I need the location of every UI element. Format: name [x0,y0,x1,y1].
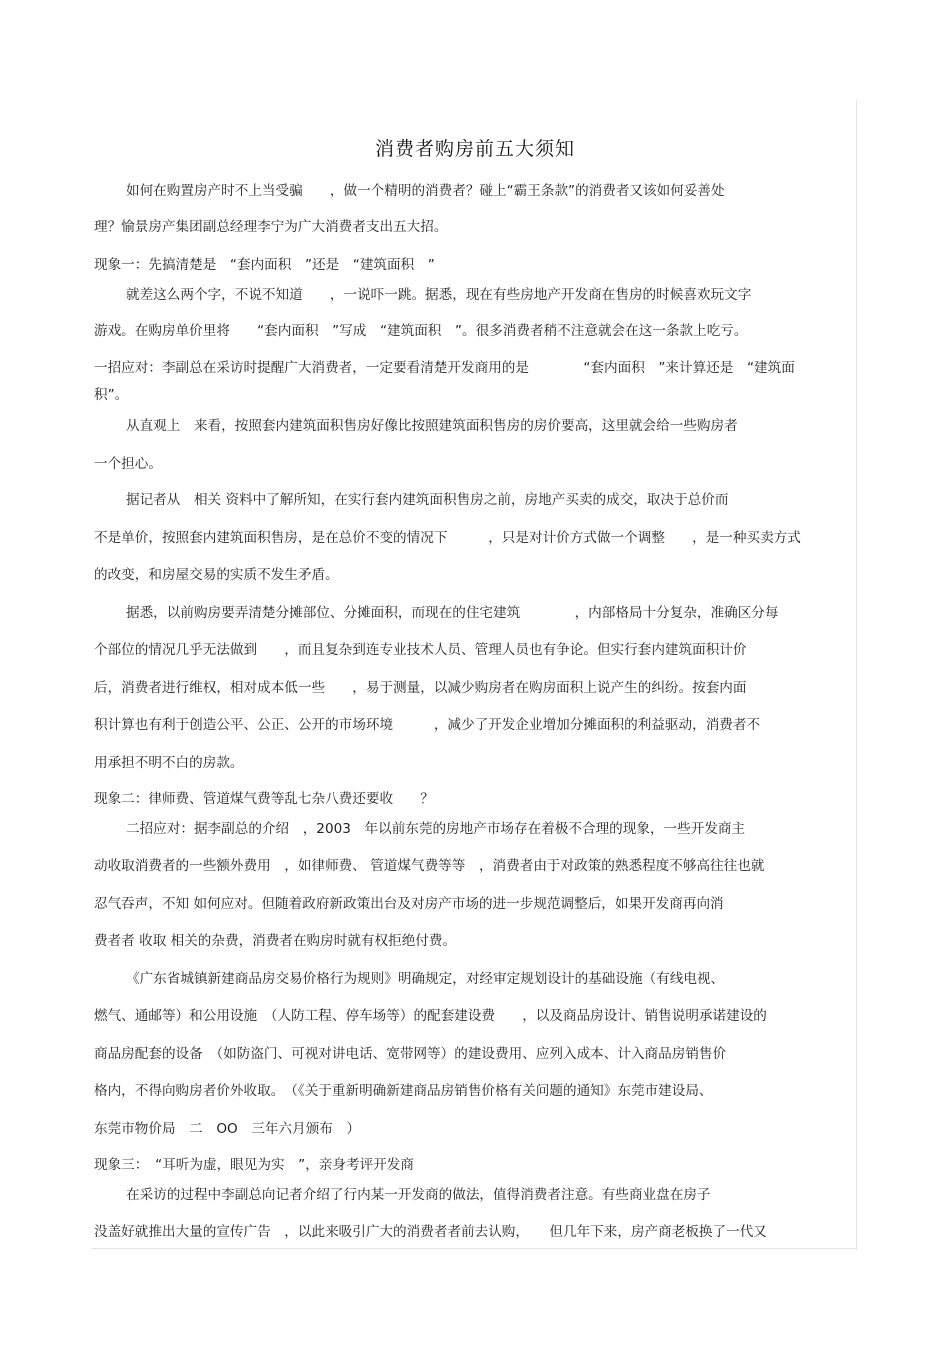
paragraph-line: 东莞市物价局 二 OO 三年六月颁布 ） [94,1121,361,1137]
paragraph-line: 燃气、通邮等）和公用设施 （人防工程、停车场等）的配套建设费 ，以及商品房设计、销售说明承诺建设的 [94,1008,767,1024]
paragraph-line: 一个担心。 [94,456,162,472]
paragraph-line: 格内，不得向购房者价外收取。 （《关于重新明确新建商品房销售价格有关问题的通知》东莞市建设局、 [94,1083,713,1099]
paragraph-line: 没盖好就推出大量的宣传广告 ，以此来吸引广大的消费者者前去认购， 但几年下来，房产商老板换了一代又 [94,1224,767,1240]
paragraph-line: 的改变，和房屋交易的实质不发生矛盾。 [94,567,339,583]
paragraph-line: 费者者 收取 相关的杂费，消费者在购房时就有权拒绝付费。 [94,933,457,949]
paragraph-line: 后，消费者进行维权，相对成本低一些 ，易于测量，以减少购房者在购房面积上说产生的纠纷。按套内面 [94,680,747,696]
paragraph-line: 二招应对：据李副总的介绍 ，2003 年以前东莞的房地产市场存在着极不合理的现象，一些开发商主 [126,821,746,837]
paragraph-line: 不是单价，按照套内建筑面积售房，是在总价不变的情况下 ，只是对计价方式做一个调整 ，是一种买卖方式 [94,530,801,546]
section-heading: 现象三： “耳听为虚，眼见为实 ”，亲身考评开发商 [94,1157,414,1173]
section-heading: 现象一：先搞清楚是 “套内面积 ”还是 “建筑面积 ” [94,257,435,273]
paragraph-line: 《广东省城镇新建商品房交易价格行为规则》明确规定，对经审定规划设计的基础设施（有线电视、 [126,971,725,987]
paragraph-line: 如何在购置房产时不上当受骗 ，做一个精明的消费者？碰上“霸王条款”的消费者又该如何妥善处 [126,183,725,199]
paragraph-line: 据悉，以前购房要弄清楚分摊部位、分摊面积，而现在的住宅建筑 ，内部格局十分复杂，准确区分每 [126,605,779,621]
paragraph-line: 积计算也有利于创造公平、公正、公开的市场环境 ，减少了开发企业增加分摊面积的利益驱动，消费者不 [94,717,761,733]
paragraph-line: 在采访的过程中李副总向记者介绍了行内某一开发商的做法，值得消费者注意。有些商业盘在房子 [126,1187,711,1203]
paragraph-line: 动收取消费者的一些额外费用 ，如律师费、 管道煤气费等等 ，消费者由于对政策的熟悉程度不够高往往也就 [94,858,765,874]
paragraph-line: 理？愉景房产集团副总经理李宁为广大消费者支出五大招。 [94,219,448,235]
paragraph-line: 游戏。在购房单价里将 “套内面积 ”写成 “建筑面积 ”。很多消费者稍不注意就会在这一条款上吃亏。 [94,323,748,339]
paragraph-line: 就差这么两个字，不说不知道 ，一说吓一跳。据悉，现在有些房地产开发商在售房的时候喜欢玩文字 [126,287,752,303]
paragraph-line: 从直观上 来看，按照套内建筑面积售房好像比按照建筑面积售房的房价要高，这里就会给一些购房者 [126,418,738,434]
paragraph-line: 一招应对：李副总在采访时提醒广大消费者，一定要看清楚开发商用的是 “套内面积 ”来计算还是 “建筑面 [94,360,795,376]
paragraph-line: 忍气吞声，不知 如何应对。但随着政府新政策出台及对房产市场的进一步规范调整后，如果开发商再向消 [94,896,724,912]
paragraph-line: 据记者从 相关 资料中了解所知，在实行套内建筑面积售房之前，房地产买卖的成交，取决于总价而 [126,492,729,508]
document-title: 消费者购房前五大须知 [374,138,575,160]
paragraph-line: 积”。 [94,387,129,403]
paragraph-line: 商品房配套的设备 （如防盗门、可视对讲电话、宽带网等）的建设费用、应列入成本、计入商品房销售价 [94,1046,727,1062]
section-heading: 现象二：律师费、管道煤气费等乱七杂八费还要收 ？ [94,791,434,807]
paragraph-line: 用承担不明不白的房款。 [94,755,244,771]
paragraph-line: 个部位的情况几乎无法做到 ，而且复杂到连专业技术人员、管理人员也有争论。但实行套内建筑面积计价 [94,642,747,658]
